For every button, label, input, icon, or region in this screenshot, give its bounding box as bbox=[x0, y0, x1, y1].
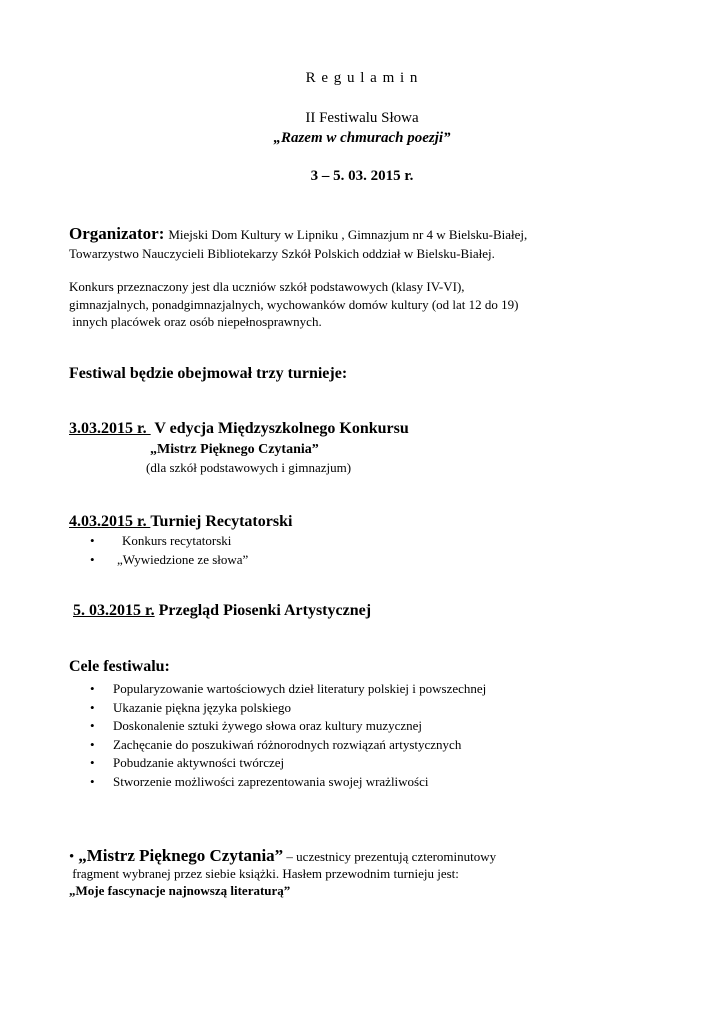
mistrz-motto: „Moje fascynacje najnowszą literaturą” bbox=[69, 883, 291, 898]
mistrz-bullet: • bbox=[69, 849, 75, 865]
festival-name: II Festiwalu Słowa bbox=[305, 110, 419, 126]
tournament-2-date: 4.03.2015 r. bbox=[69, 513, 151, 530]
goal-item-1: Popularyzowanie wartościowych dzieł literatury polskiej i powszechnej bbox=[113, 681, 487, 696]
list-item: • bbox=[90, 552, 95, 567]
mistrz-line1 bbox=[69, 846, 496, 866]
tournament-3-date: 5. 03.2015 r. bbox=[73, 602, 155, 619]
goal-bullet: • bbox=[90, 700, 95, 715]
tournament-2-item-2: „Wywiedzione ze słowa” bbox=[117, 552, 249, 567]
tournament-1-heading bbox=[69, 420, 409, 438]
page-title: R e g u l a m i n bbox=[305, 70, 419, 86]
tournament-3-heading bbox=[69, 602, 371, 620]
audience-line3: innych placówek oraz osób niepełnosprawnych. bbox=[69, 314, 322, 329]
goal-bullet: • bbox=[90, 718, 95, 733]
goal-bullet: • bbox=[90, 681, 95, 696]
goal-item-5: Pobudzanie aktywności twórczej bbox=[113, 755, 285, 770]
mistrz-line2: fragment wybranej przez siebie książki. Hasłem przewodnim turnieju jest: bbox=[69, 866, 459, 881]
goal-item-6: Stworzenie możliwości zaprezentowania swojej wrażliwości bbox=[113, 774, 429, 789]
goal-bullet: • bbox=[90, 755, 95, 770]
tournament-3-title: Przegląd Piosenki Artystycznej bbox=[154, 602, 372, 619]
audience-line1: Konkurs przeznaczony jest dla uczniów szkół podstawowych (klasy IV-VI), bbox=[69, 279, 465, 294]
goal-bullet: • bbox=[90, 737, 95, 752]
tournament-1-subtitle: „Mistrz Pięknego Czytania” bbox=[150, 442, 319, 457]
organizer-line1 bbox=[69, 224, 527, 244]
goals-heading: Cele festiwalu: bbox=[69, 658, 170, 675]
audience-line2: gimnazjalnych, ponadgimnazjalnych, wychowanków domów kultury (od lat 12 do 19) bbox=[69, 297, 519, 312]
organizer-label: Organizator: bbox=[69, 224, 165, 243]
tournaments-heading: Festiwal będzie obejmował trzy turnieje: bbox=[69, 365, 348, 382]
tournament-1-title: V edycja Międzyszkolnego Konkursu bbox=[150, 420, 409, 437]
organizer-text: Miejski Dom Kultury w Lipniku , Gimnazjum nr 4 w Bielsku-Białej, bbox=[168, 227, 528, 242]
tournament-2-heading bbox=[69, 513, 292, 531]
organizer-line2: Towarzystwo Nauczycieli Bibliotekarzy Szkół Polskich oddział w Bielsku-Białej. bbox=[69, 246, 495, 261]
tournament-1-note: (dla szkół podstawowych i gimnazjum) bbox=[146, 460, 352, 475]
tournament-2-item-1: Konkurs recytatorski bbox=[122, 533, 232, 548]
list-item: • bbox=[90, 533, 95, 548]
goal-item-2: Ukazanie piękna języka polskiego bbox=[113, 700, 291, 715]
goal-item-3: Doskonalenie sztuki żywego słowa oraz kultury muzycznej bbox=[113, 718, 423, 733]
goal-bullet: • bbox=[90, 774, 95, 789]
tournament-2-title: Turniej Recytatorski bbox=[150, 513, 293, 530]
mistrz-name: „Mistrz Pięknego Czytania” bbox=[78, 846, 284, 865]
tournament-1-date: 3.03.2015 r. bbox=[69, 420, 151, 437]
mistrz-rest: – uczestnicy prezentują czterominutowy bbox=[283, 849, 497, 864]
festival-motto: „Razem w chmurach poezji” bbox=[273, 130, 451, 146]
festival-dates: 3 – 5. 03. 2015 r. bbox=[310, 168, 414, 184]
goal-item-4: Zachęcanie do poszukiwań różnorodnych rozwiązań artystycznych bbox=[113, 737, 462, 752]
